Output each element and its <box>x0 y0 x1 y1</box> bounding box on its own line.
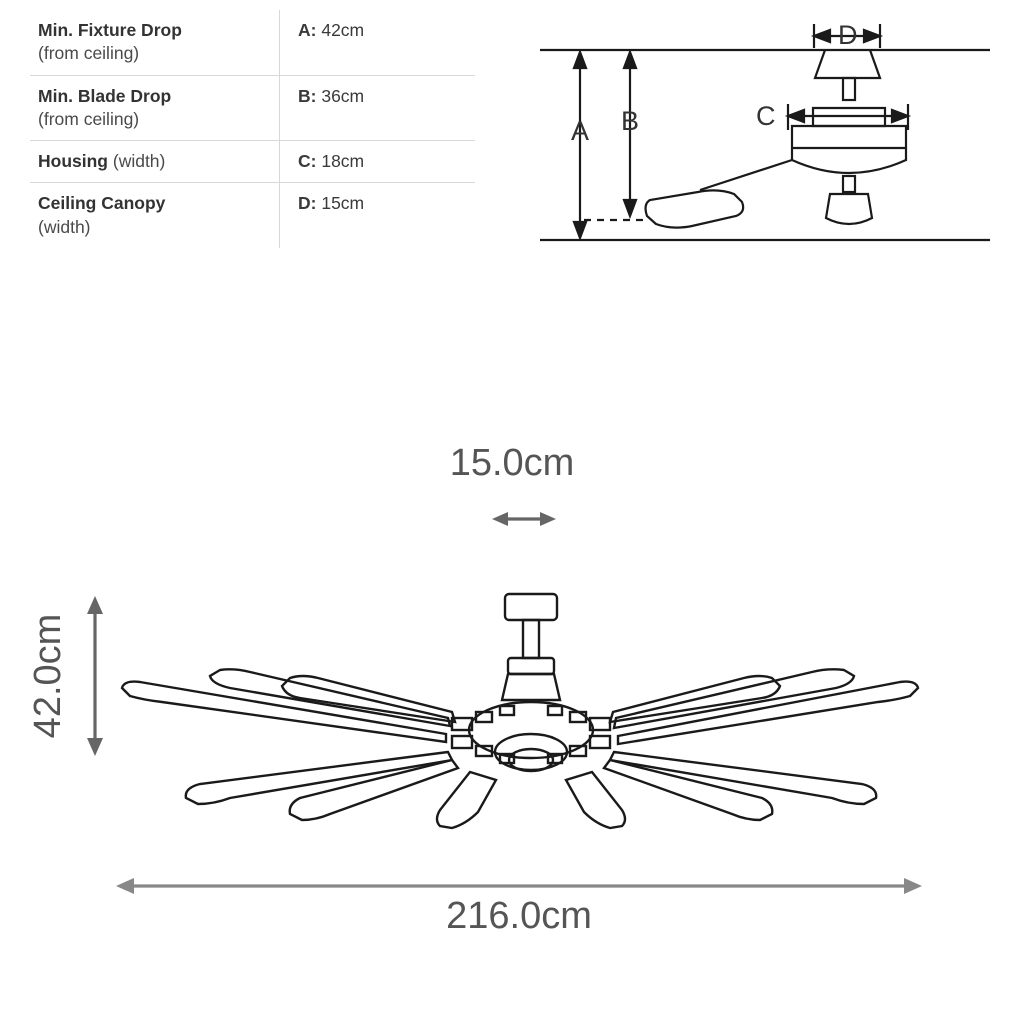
spec-key: D: <box>298 193 317 214</box>
spec-value <box>280 183 475 248</box>
spec-value <box>280 10 475 75</box>
bracket <box>590 736 610 748</box>
bracket <box>476 712 492 722</box>
fan-illustration <box>122 594 918 828</box>
spec-measurement: 15cm <box>321 193 365 214</box>
spec-value <box>280 76 475 141</box>
label-a: A <box>571 116 590 146</box>
housing-body <box>792 126 906 173</box>
fan-blade <box>210 669 450 726</box>
motor-top <box>502 674 560 700</box>
downrod <box>843 78 855 100</box>
bracket <box>500 706 514 715</box>
spec-measurement: 42cm <box>321 20 365 40</box>
spec-label <box>30 10 280 75</box>
spec-key: C: <box>298 151 317 172</box>
table-row <box>30 183 475 248</box>
dim-a-arrow-top <box>574 52 586 68</box>
bracket <box>548 706 562 715</box>
drop-height-label: 42.0cm <box>27 613 69 739</box>
label-d: D <box>838 20 858 50</box>
spec-label-title: Housing <box>38 151 108 172</box>
fan-blade <box>186 752 452 804</box>
dim-d-arrow-left <box>814 30 830 42</box>
canopy-shape <box>815 50 880 78</box>
dim-b-arrow-top <box>624 52 636 68</box>
specifications-table <box>30 10 475 248</box>
blade-span-label: 216.0cm <box>446 895 592 937</box>
side-elevation-diagram <box>520 8 1000 268</box>
light-stem <box>843 176 855 192</box>
spec-measurement: 18cm <box>321 151 365 172</box>
fan-blade <box>566 772 625 828</box>
downrod-coupling <box>508 658 554 674</box>
fan-dimensions-diagram <box>0 400 1024 1000</box>
table-row <box>30 76 475 142</box>
bracket <box>570 712 586 722</box>
dim-b-arrow-bottom <box>624 200 636 216</box>
fan-blade <box>610 752 876 804</box>
canopy-width-arrow <box>492 512 556 526</box>
dim-c-arrow-right <box>892 110 908 122</box>
fan-blade-side <box>646 190 744 227</box>
spec-measurement: 36cm <box>321 85 365 106</box>
dim-a-arrow-bottom <box>574 222 586 238</box>
spec-label-title: Min. Fixture Drop <box>38 20 182 40</box>
spec-key: B: <box>298 85 317 106</box>
canopy-width-label: 15.0cm <box>449 442 575 484</box>
bracket <box>452 736 472 748</box>
drop-height-arrow <box>87 596 103 756</box>
blade-arm <box>700 160 792 190</box>
ceiling-canopy <box>505 594 557 620</box>
label-c: C <box>756 101 776 131</box>
spec-label <box>30 76 280 141</box>
blade-span-arrow <box>116 878 922 894</box>
spec-label-subtitle: (from ceiling) <box>38 43 140 64</box>
motor-lower-housing <box>495 734 567 770</box>
spec-label <box>30 141 280 182</box>
light-fixture <box>826 194 872 224</box>
spec-label-subtitle: (width) <box>108 151 166 172</box>
spec-label-title: Ceiling Canopy <box>38 193 166 214</box>
dim-d-arrow-right <box>864 30 880 42</box>
spec-label <box>30 183 280 248</box>
dim-c-arrow-left <box>788 110 804 122</box>
table-row <box>30 141 475 183</box>
fan-blade <box>437 772 496 828</box>
label-b: B <box>621 106 640 136</box>
spec-value <box>280 141 475 182</box>
table-row <box>30 10 475 76</box>
spec-label-title: Min. Blade Drop <box>38 85 172 106</box>
spec-key: A: <box>298 20 317 40</box>
motor-cap <box>509 749 553 771</box>
spec-label-subtitle: (from ceiling) <box>38 108 140 129</box>
spec-label-subtitle: (width) <box>38 216 91 237</box>
downrod <box>523 620 539 658</box>
